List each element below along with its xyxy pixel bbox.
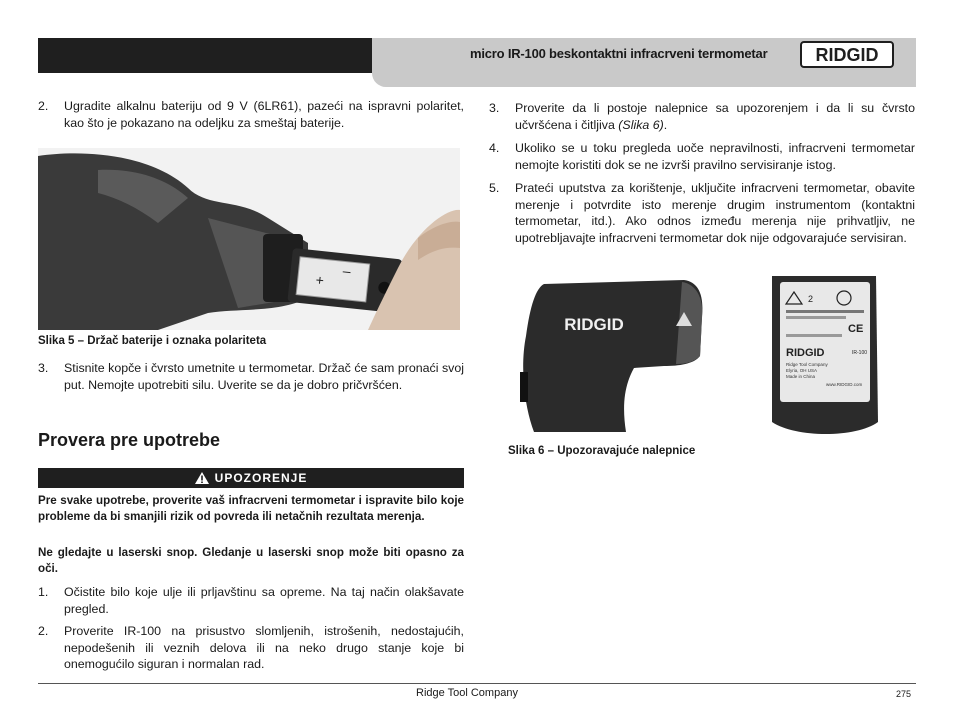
laser-class-text: 2 bbox=[808, 294, 814, 304]
device-logo: RIDGID bbox=[564, 315, 624, 334]
header-dark-band bbox=[38, 38, 372, 73]
figure-reference: (Slika 6) bbox=[618, 117, 664, 132]
figure-6-caption: Slika 6 – Upozoravajuće nalepnice bbox=[508, 445, 696, 457]
list-item-text: Očistite bilo koje ulje ili prljavštinu sa opreme. Na taj način olakšavate pregled. bbox=[64, 585, 464, 616]
item-number: 3. bbox=[489, 101, 500, 115]
warning-paragraph-1: Pre svake upotrebe, proverite vaš infracrveni termometar i ispravite bilo koje probleme da bi smanjili rizik od povreda ili netačnih rezultata merenja. bbox=[38, 494, 464, 523]
header-grey-tab bbox=[372, 73, 916, 87]
figure-6-device-photo bbox=[514, 276, 710, 432]
figure-5-battery-photo bbox=[38, 148, 460, 330]
footer-rule bbox=[38, 683, 916, 684]
ridgid-logo-text: RIDGID bbox=[815, 45, 879, 65]
item-number: 4. bbox=[489, 141, 500, 155]
battery-minus-sign: – bbox=[342, 262, 352, 280]
warning-paragraph-2: Ne gledajte u laserski snop. Gledanje u laserski snop može biti opasno za oči. bbox=[38, 546, 464, 575]
section-title: Provera pre upotrebe bbox=[38, 430, 221, 450]
label-line: Elyria, OH USA bbox=[786, 368, 818, 373]
label-logo: RIDGID bbox=[786, 347, 825, 359]
figure-6-label-photo bbox=[766, 272, 882, 440]
label-model: IR-100 bbox=[852, 350, 868, 356]
page-number: 275 bbox=[896, 689, 912, 699]
item-number: 5. bbox=[489, 181, 500, 195]
list-item-text: Stisnite kopče i čvrsto umetnite u termometar. Držač će sam pronaći svoj put. Nemojte upotrebiti silu. Uverite se da je dobro pričvršćen. bbox=[64, 361, 464, 392]
item-number: 3. bbox=[38, 361, 49, 375]
header-title: micro IR-100 beskontaktni infracrveni termometar bbox=[470, 46, 768, 61]
list-item-text: Proverite IR-100 na prisustvo slomljenih, istrošenih, nedostajućih, nepodešenih ili veznih delova ili na neko drugo stanje koje bi onemogućilo siguran i normalan rad. bbox=[64, 624, 464, 672]
ridgid-logo bbox=[800, 41, 894, 68]
warning-bar bbox=[38, 468, 464, 488]
item-number: 2. bbox=[38, 99, 49, 113]
label-line: Ridge Tool Company bbox=[786, 362, 828, 367]
ce-mark: CE bbox=[848, 323, 864, 335]
figure-5-caption: Slika 5 – Držač baterije i oznaka polariteta bbox=[38, 335, 267, 347]
warning-label: UPOZORENJE bbox=[214, 471, 308, 485]
label-line: Made in China bbox=[786, 374, 816, 379]
warning-triangle-icon bbox=[195, 472, 209, 484]
item-number: 1. bbox=[38, 585, 49, 599]
battery-plus-sign: + bbox=[314, 271, 325, 289]
list-item-text: Ugradite alkalnu bateriju od 9 V (6LR61), pazeći na ispravni polaritet, kao što je pokazano na odeljku za smeštaj baterije. bbox=[64, 99, 464, 130]
label-line: www.RIDGID.com bbox=[826, 382, 863, 387]
list-item-text: Proverite da li postoje nalepnice sa upozorenjem i da li su čvrsto učvršćena i čitljiva (Slika 6). bbox=[515, 101, 915, 132]
footer-company: Ridge Tool Company bbox=[416, 687, 518, 699]
list-item-text: Ukoliko se u toku pregleda uoče nepravilnosti, infracrveni termometar nemojte koristiti dok se ne izvrši pravilno servisiranje istog. bbox=[515, 141, 915, 172]
item-number: 2. bbox=[38, 624, 49, 638]
list-item-text: Prateći uputstva za korištenje, uključite infracrveni termometar, obavite merenje i potvrdite isto merenje drugim instrumentom (kontaktni termometar, itd.). Ako odnos između merenja nije prihvatljiv, ne upotrebljavajte infracrveni termometar dok nije odgovarajuće servisiran. bbox=[515, 181, 915, 245]
